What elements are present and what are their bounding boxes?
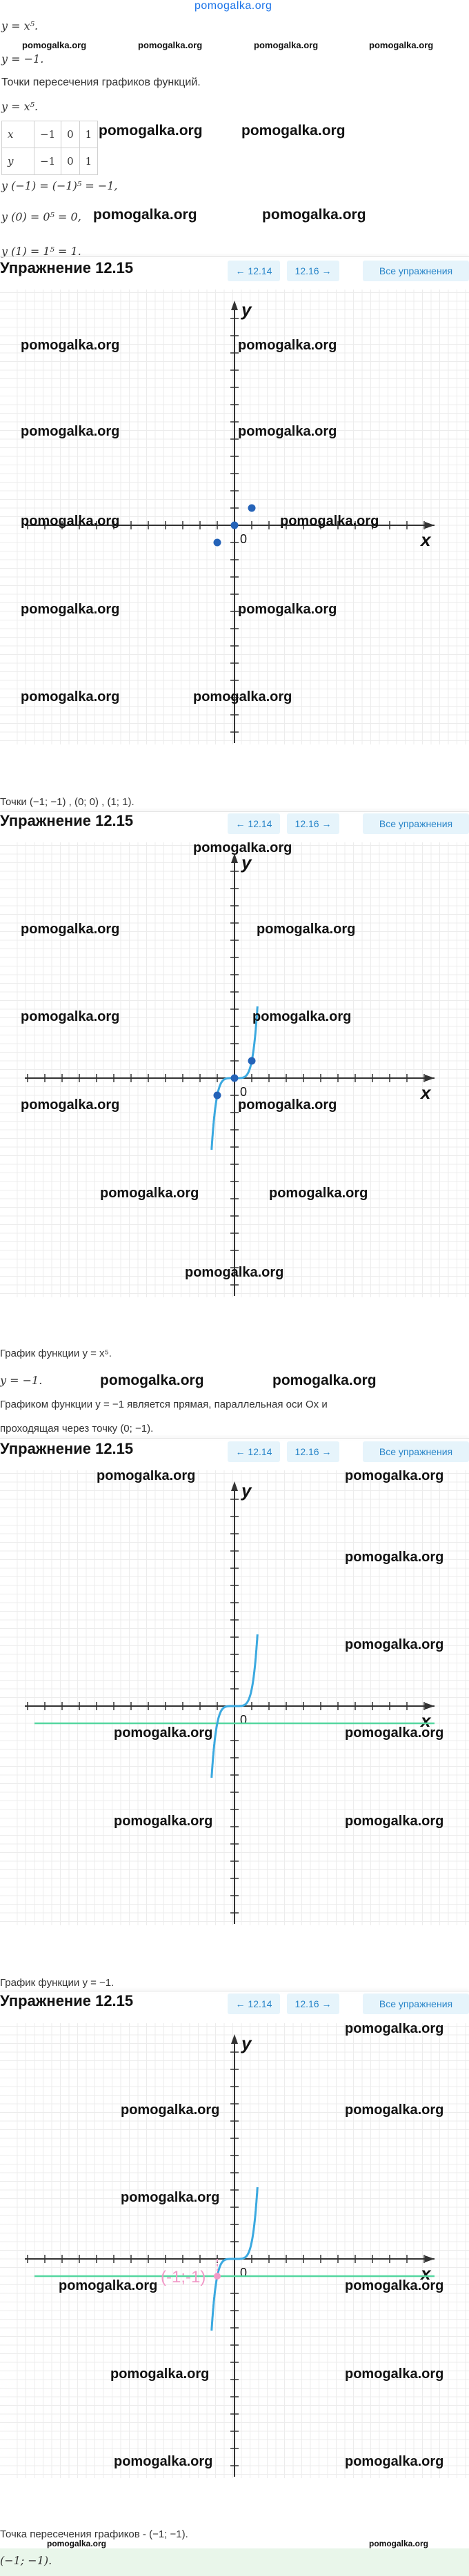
graph-panel-2	[0, 842, 469, 1297]
watermark: pomogalka.org	[47, 2539, 107, 2548]
all-exercises-button[interactable]: Все упражнения	[363, 1994, 469, 2014]
origin-label: 0	[240, 532, 248, 546]
graph-panel-4	[0, 2023, 469, 2478]
origin-label: 0	[240, 1713, 248, 1727]
x-axis-arrow	[425, 1075, 435, 1082]
watermark: pomogalka.org	[21, 1097, 120, 1113]
watermark: pomogalka.org	[254, 40, 319, 50]
watermark: pomogalka.org	[345, 2278, 444, 2293]
data-point	[231, 522, 239, 529]
all-exercises-button[interactable]: Все упражнения	[363, 1441, 469, 1462]
data-point	[214, 539, 221, 547]
exercise-title: Упражнение 12.15	[0, 1992, 134, 2009]
table-header-y: y	[2, 148, 34, 175]
watermark: pomogalka.org	[345, 1814, 444, 1829]
x-axis-label: x	[421, 1082, 431, 1103]
data-point	[248, 1057, 256, 1065]
watermark: pomogalka.org	[110, 2366, 210, 2382]
points-caption: Точки (−1; −1) , (0; 0) , (1; 1).	[0, 796, 134, 808]
graph-1-caption: График функции y = x⁵.	[0, 1348, 112, 1359]
watermark: pomogalka.org	[21, 514, 120, 529]
next-exercise-button[interactable]: 12.16 →	[287, 261, 339, 281]
watermark: pomogalka.org	[345, 2023, 444, 2036]
watermark: pomogalka.org	[252, 1009, 352, 1024]
watermark: pomogalka.org	[280, 514, 379, 529]
watermark: pomogalka.org	[345, 2454, 444, 2469]
exercise-title: Упражнение 12.15	[0, 812, 134, 829]
watermark: pomogalka.org	[114, 1814, 213, 1829]
watermark: pomogalka.org	[99, 123, 203, 139]
all-exercises-button[interactable]: Все упражнения	[363, 813, 469, 834]
data-point	[248, 505, 256, 512]
prev-exercise-button[interactable]: ← 12.14	[228, 1441, 280, 1462]
table-cell: 0	[61, 148, 80, 175]
watermark: pomogalka.org	[345, 1550, 444, 1565]
watermark: pomogalka.org	[121, 2190, 220, 2205]
y-axis-arrow	[231, 301, 238, 310]
function-1-again: y = x⁵.	[1, 100, 39, 113]
watermark: pomogalka.org	[93, 207, 197, 223]
watermark: pomogalka.org	[21, 922, 120, 937]
watermark: pomogalka.org	[121, 2102, 220, 2118]
function-2-caption: y = −1.	[0, 1374, 43, 1387]
watermark: pomogalka.org	[238, 602, 337, 617]
intersection-point	[214, 2273, 221, 2280]
exercise-title: Упражнение 12.15	[0, 259, 134, 276]
prev-exercise-button[interactable]: ← 12.14	[228, 813, 280, 834]
table-header-x: x	[2, 121, 34, 148]
watermark: pomogalka.org	[193, 689, 292, 704]
all-exercises-button[interactable]: Все упражнения	[363, 261, 469, 281]
watermark: pomogalka.org	[238, 1097, 337, 1113]
graph-2-caption-line-2: проходящая через точку (0; −1).	[0, 1423, 154, 1434]
calc-line-1: y (−1) = (−1)⁵ = −1,	[1, 179, 118, 192]
x-axis-arrow	[425, 2255, 435, 2262]
next-exercise-button[interactable]: 12.16 →	[287, 1441, 339, 1462]
y-axis-label: y	[241, 852, 252, 873]
watermark: pomogalka.org	[272, 1372, 377, 1388]
watermark: pomogalka.org	[345, 2102, 444, 2118]
table-cell: 1	[79, 148, 98, 175]
watermark: pomogalka.org	[138, 40, 203, 50]
answer-caption: Точка пересечения графиков - (−1; −1).	[0, 2528, 188, 2540]
watermark: pomogalka.org	[369, 2539, 429, 2548]
watermark: pomogalka.org	[345, 2366, 444, 2382]
watermark: pomogalka.org	[185, 1265, 284, 1280]
x-axis-label: x	[421, 1710, 431, 1731]
watermark: pomogalka.org	[97, 1470, 196, 1483]
watermark: pomogalka.org	[21, 424, 120, 439]
answer-bar	[0, 2548, 469, 2576]
y-axis-label: y	[241, 1480, 252, 1501]
y-axis-label: y	[241, 2033, 252, 2053]
x-axis-label: x	[421, 2263, 431, 2284]
graph-3-caption: График функции y = −1.	[0, 1977, 114, 1989]
next-exercise-button[interactable]: 12.16 →	[287, 1994, 339, 2014]
graph-panel-3	[0, 1470, 469, 1925]
answer-value: (−1; −1).	[0, 2554, 52, 2567]
origin-label: 0	[240, 1085, 248, 1099]
graph-2-caption-line-1: Графиком функции y = −1 является прямая, параллельная оси Ox и	[0, 1399, 328, 1410]
watermark: pomogalka.org	[100, 1186, 199, 1201]
origin-label: 0	[240, 2266, 248, 2280]
y-axis-arrow	[231, 1481, 238, 1491]
watermark: pomogalka.org	[345, 1470, 444, 1483]
intersection-heading: Точки пересечения графиков функций.	[1, 77, 201, 88]
watermark: pomogalka.org	[21, 338, 120, 353]
x-axis-label: x	[421, 529, 431, 550]
watermark: pomogalka.org	[21, 1009, 120, 1024]
watermark: pomogalka.org	[238, 424, 337, 439]
table-cell: 1	[79, 121, 98, 148]
watermark: pomogalka.org	[100, 1372, 204, 1388]
watermark: pomogalka.org	[59, 2278, 158, 2293]
watermark: pomogalka.org	[345, 1725, 444, 1741]
graph-panel-1	[0, 290, 469, 744]
function-2-text: y = −1.	[1, 52, 44, 65]
y-axis-label: y	[241, 299, 252, 320]
watermark: pomogalka.org	[21, 602, 120, 617]
value-table	[1, 121, 98, 175]
x-axis-arrow	[425, 522, 435, 529]
watermark: pomogalka.org	[238, 338, 337, 353]
prev-exercise-button[interactable]: ← 12.14	[228, 1994, 280, 2014]
next-exercise-button[interactable]: 12.16 →	[287, 813, 339, 834]
prev-exercise-button[interactable]: ← 12.14	[228, 261, 280, 281]
y-axis-arrow	[231, 2034, 238, 2044]
watermark: pomogalka.org	[345, 1637, 444, 1652]
watermark: pomogalka.org	[269, 1186, 368, 1201]
table-row	[2, 148, 98, 175]
data-point	[214, 1092, 221, 1099]
x-axis-arrow	[425, 1703, 435, 1710]
watermark: pomogalka.org	[241, 123, 346, 139]
table-cell: −1	[34, 148, 61, 175]
exercise-title: Упражнение 12.15	[0, 1440, 134, 1457]
watermark: pomogalka.org	[22, 40, 87, 50]
table-cell: 0	[61, 121, 80, 148]
site-logo[interactable]: pomogalka.org	[194, 0, 272, 12]
watermark: pomogalka.org	[262, 207, 366, 223]
watermark: pomogalka.org	[193, 842, 292, 855]
panel-divider	[0, 256, 469, 258]
intersection-label: (-1;-1)	[161, 2268, 206, 2286]
calc-line-2: y (0) = 0⁵ = 0,	[1, 210, 81, 223]
table-cell: −1	[34, 121, 61, 148]
watermark: pomogalka.org	[114, 1725, 213, 1741]
table-row	[2, 121, 98, 148]
function-1-text: y = x⁵.	[1, 19, 39, 32]
watermark: pomogalka.org	[369, 40, 434, 50]
watermark: pomogalka.org	[257, 922, 356, 937]
watermark: pomogalka.org	[21, 689, 120, 704]
calc-line-3: y (1) = 1⁵ = 1.	[1, 245, 81, 258]
watermark: pomogalka.org	[114, 2454, 213, 2469]
data-point	[231, 1075, 239, 1082]
